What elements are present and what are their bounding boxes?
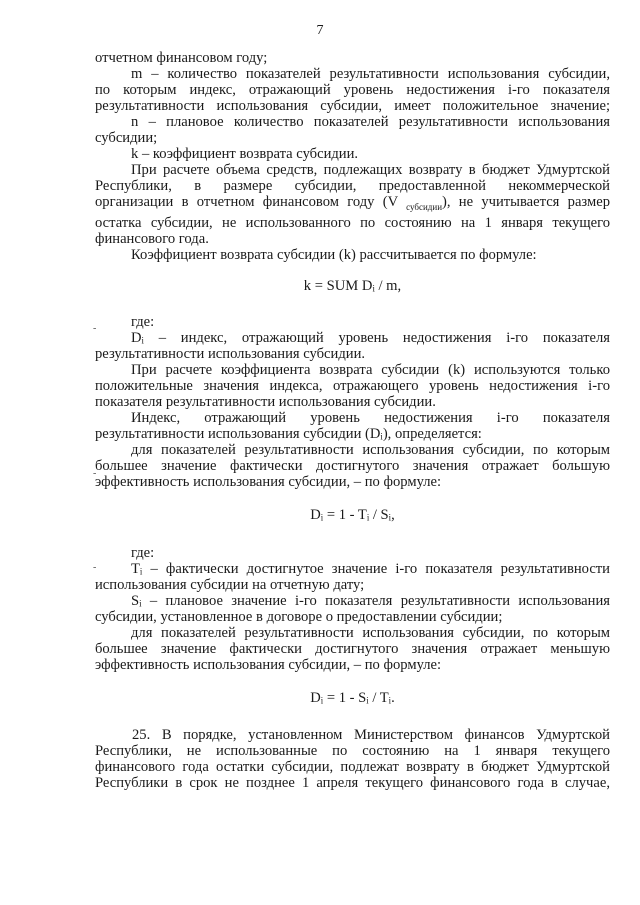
text-line [95, 194, 610, 215]
page-number: 7 [316, 23, 324, 38]
text-line: Коэффициент возврата субсидии (k) рассчитывается по формуле: [131, 246, 537, 263]
text-line: использования субсидии на отчетную дату; [95, 576, 365, 593]
text-line: Республики, не использованные по состоянию на 1 января текущего [95, 742, 610, 759]
text-line: для показателей результативности использования субсидии, по которым [131, 624, 610, 641]
text-line: результативности использования субсидии, имеет положительное значение; [95, 98, 610, 114]
document-body [95, 50, 610, 791]
text-line: где: [131, 313, 155, 330]
text-line: m – количество показателей результативности использования субсидии, [131, 66, 610, 82]
margin-mark: - [93, 323, 97, 334]
text-line: субсидии, установленное в договоре о предоставлении субсидии; [95, 608, 503, 625]
text-line: Индекс, отражающий уровень недостижения i-го показателя [131, 409, 610, 426]
text-line: финансового года остатки субсидии, подлежат возврату в бюджет Удмуртской [95, 758, 610, 775]
text-line: 25. В порядке, установленном Министерством финансов Удмуртской [132, 726, 610, 743]
text-line: Республики в срок не позднее 1 апреля текущего финансового года в случае, [95, 774, 610, 791]
text-line: финансового года. [95, 230, 209, 247]
text-line: результативности использования субсидии (Dᵢ), определяется: [95, 425, 482, 442]
margin-mark: - [93, 562, 97, 573]
text-line: n – плановое количество показателей результативности использования [131, 114, 610, 130]
text-line: где: [131, 544, 155, 561]
text-line: Dᵢ – индекс, отражающий уровень недостижения i-го показателя [131, 329, 610, 346]
text-line: Sᵢ – плановое значение i-го показателя результативности использования [131, 592, 610, 609]
text-line: При расчете коэффициента возврата субсидии (k) используются только [131, 361, 610, 378]
text-line: эффективность использования субсидии, – по формуле: [95, 656, 442, 673]
formula-d-direct: Dᵢ = 1 - Tᵢ / Sᵢ, [310, 506, 395, 523]
text-line: Tᵢ – фактически достигнутое значение i-го показателя результативности [131, 560, 610, 577]
text-line: большее значение фактически достигнутого значения отражает большую [95, 457, 610, 474]
text-line: положительные значения индекса, отражающего уровень недостижения i-го [95, 377, 610, 394]
text-line: большее значение фактически достигнутого значения отражает меньшую [95, 640, 610, 657]
text-line: результативности использования субсидии. [95, 345, 366, 362]
subscript: субсидии [406, 201, 443, 212]
text-line: показателя результативности использования субсидии. [95, 393, 436, 410]
text-line: эффективность использования субсидии, – по формуле: [95, 473, 442, 490]
margin-mark: - [93, 468, 97, 479]
text-line: k – коэффициент возврата субсидии. [131, 146, 359, 162]
text-line: При расчете объема средств, подлежащих возврату в бюджет Удмуртской [131, 162, 610, 178]
text-line: для показателей результативности использования субсидии, по которым [131, 441, 610, 458]
text-line: остатка субсидии, не использованного по состоянию на 1 января текущего [95, 214, 610, 231]
text-line: по которым индекс, отражающий уровень недостижения i-го показателя [95, 82, 610, 98]
text-line: Республики, в размере субсидии, предоставленной некоммерческой [95, 178, 610, 194]
text-line: субсидии; [95, 130, 158, 146]
text-fragment: организации в отчетном финансовом году (V [95, 194, 398, 210]
formula-k: k = SUM Dᵢ / m, [303, 277, 402, 294]
text-line: отчетном финансовом году; [95, 50, 268, 66]
text-fragment: ), не учитывается размер [442, 194, 610, 210]
formula-d-inverse: Dᵢ = 1 - Sᵢ / Tᵢ. [310, 689, 395, 706]
